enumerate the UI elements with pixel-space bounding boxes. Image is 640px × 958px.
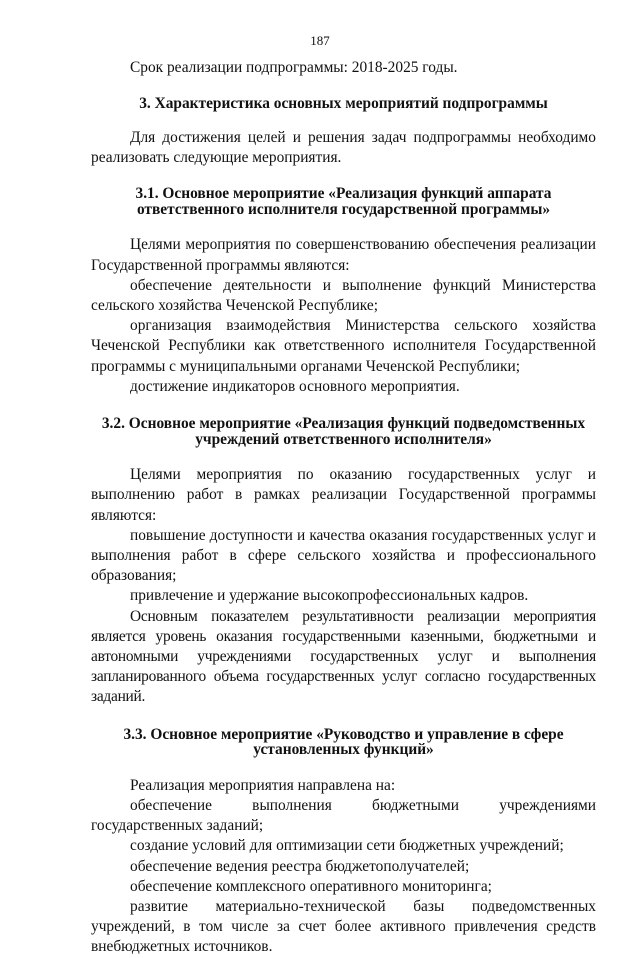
section-3-2-paragraph: повышение доступности и качества оказания государственных услуг и выполнения работ в сфере сельского хозяйства и профессионального образования; [91, 526, 596, 585]
section-3-3-title [91, 727, 596, 758]
section-3-2-paragraph: Целями мероприятия по оказанию государственных услуг и выполнению работ в рамках реализации Государственной программы являются: [91, 466, 596, 524]
section-3-3-paragraph: обеспечение ведения реестра бюджетополучателей; [130, 857, 470, 875]
section-3-3-paragraph: обеспечение выполнения бюджетными учреждениями государственных заданий; [91, 797, 596, 835]
section-3-title: 3. Характеристика основных мероприятий подпрограммы [139, 95, 548, 113]
section-3-1-paragraph: достижение индикаторов основного мероприятия. [130, 377, 460, 395]
section-3-3-paragraph: создание условий для оптимизации сети бюджетных учреждений; [130, 837, 564, 855]
section-3-3-title-line-1: 3.3. Основное мероприятие «Руководство и управление в сфере [123, 725, 564, 743]
section-3-1-paragraph: обеспечение деятельности и выполнение функций Министерства сельского хозяйства Чеченской Республике; [91, 276, 596, 314]
section-3-3-paragraph: Реализация мероприятия направлена на: [130, 776, 396, 794]
section-3-1-paragraph: Целями мероприятия по совершенствованию обеспечения реализации Государственной программы являются: [91, 236, 596, 274]
page-number: 187 [310, 33, 330, 48]
section-3-3-paragraph: обеспечение комплексного оперативного мониторинга; [130, 877, 492, 895]
section-3-2-title-line-2: учреждений ответственного исполнителя» [195, 430, 492, 448]
section-3-2-title [91, 416, 596, 447]
section-3-2-title-line-1: 3.2. Основное мероприятие «Реализация функций подведомственных [101, 415, 586, 433]
period-line: Срок реализации подпрограммы: 2018-2025 годы. [130, 59, 458, 76]
document-body [91, 58, 596, 958]
section-3-1-title-line-1: 3.1. Основное мероприятие «Реализация функций аппарата [135, 185, 552, 203]
section-3-1-title [91, 186, 596, 217]
section-3-1-paragraph: организация взаимодействия Министерства сельского хозяйства Чеченской Республики как ответственного исполнителя Государственной программы с муниципальными органами Чеченской Республики; [91, 317, 596, 375]
section-3-2-paragraph: привлечение и удержание высокопрофессиональных кадров. [130, 587, 529, 605]
section-3-2-paragraph: Основным показателем результативности реализации мероприятия является уровень оказания государственными казенными, бюджетными и автономными учреждениями государственных услуг и выполнения запланированного объема государственных услуг согласно государственных заданий. [91, 607, 596, 706]
section-3-3-paragraph: развитие материально-технической базы подведомственных учреждений, в том числе за счет более активного привлечения средств внебюджетных источников. [91, 898, 596, 956]
section-3-3-title-line-2: установленных функций» [253, 741, 434, 759]
section-3-intro: Для достижения целей и решения задач подпрограммы необходимо реализовать следующие мероприятия. [91, 128, 596, 166]
section-3-1-title-line-2: ответственного исполнителя государственной программы» [136, 200, 551, 218]
